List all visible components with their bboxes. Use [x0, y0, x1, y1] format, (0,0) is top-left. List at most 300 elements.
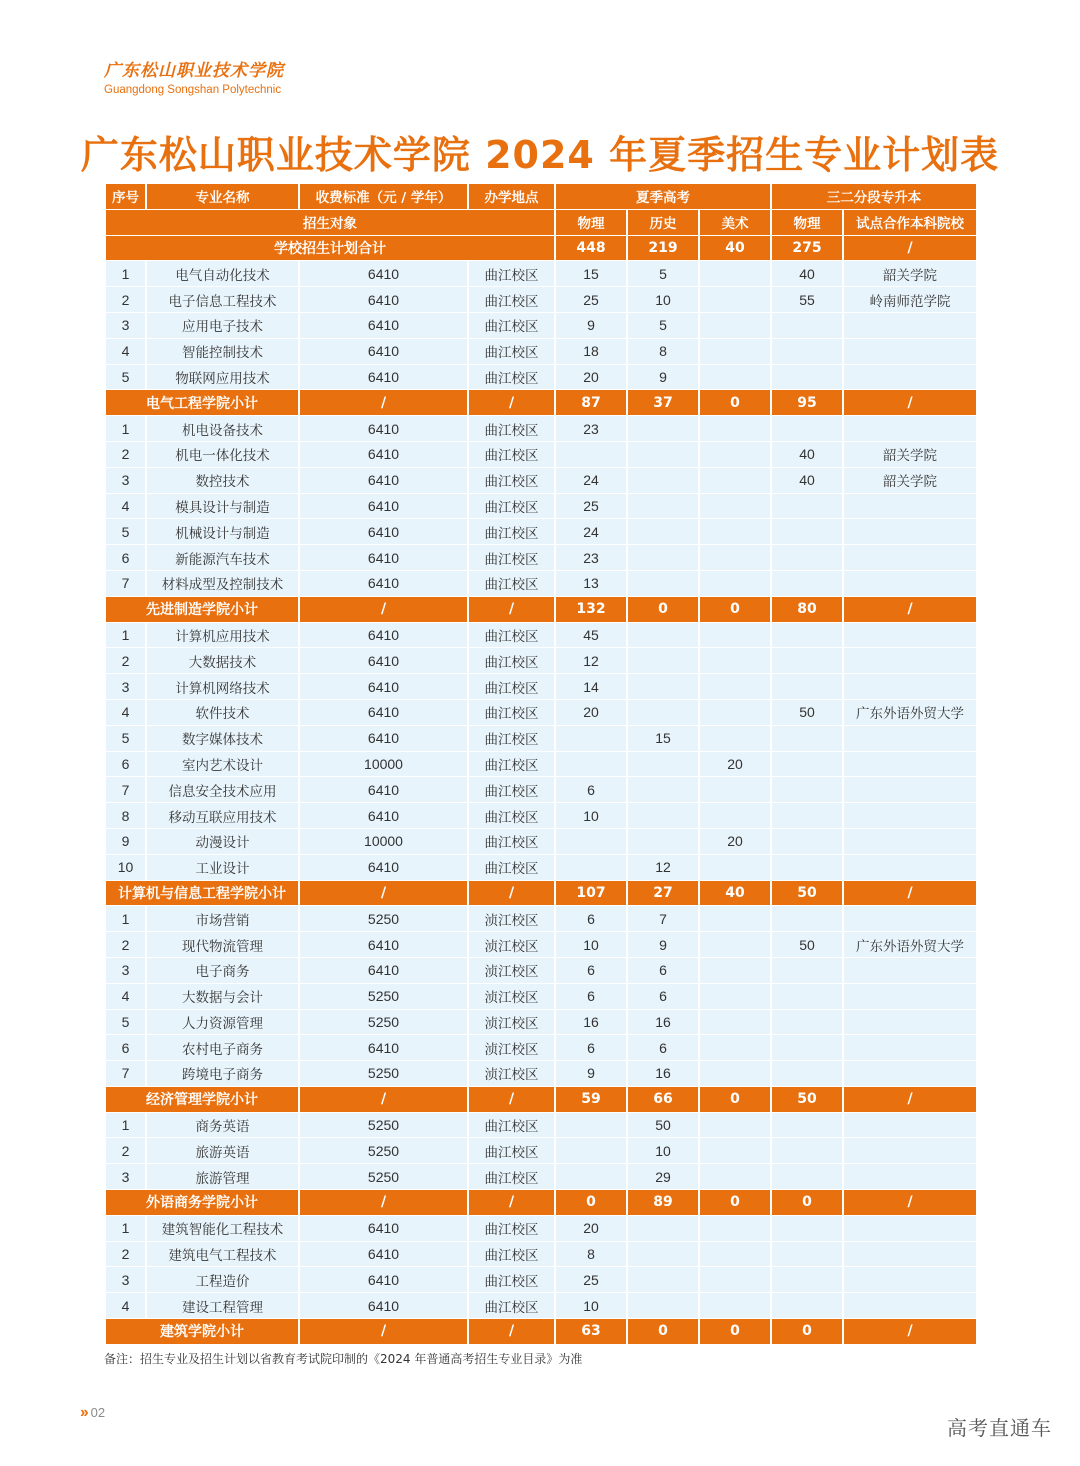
table-row — [106, 1242, 976, 1268]
cell-no: 1 — [106, 416, 145, 442]
cell-partner — [844, 958, 976, 984]
table-row — [106, 906, 976, 932]
cell-physics — [556, 829, 626, 855]
cell-tsb — [772, 855, 842, 881]
cell-physics: 8 — [556, 1242, 626, 1268]
col-fee-header: 收费标准（元 / 学年） — [300, 184, 467, 210]
cell-history: 50 — [628, 1113, 698, 1139]
cell-fee: 6410 — [300, 777, 467, 803]
cell-history: 16 — [628, 1061, 698, 1087]
cell-no: 3 — [106, 958, 145, 984]
cell-campus: 曲江校区 — [469, 700, 554, 726]
subtotal-partner: / — [844, 1190, 976, 1216]
cell-fee: 6410 — [300, 545, 467, 571]
cell-major: 机电一体化技术 — [147, 442, 298, 468]
cell-partner: 韶关学院 — [844, 442, 976, 468]
cell-tsb — [772, 519, 842, 545]
subtotal-fee: / — [300, 1087, 467, 1113]
subtotal-art: 0 — [700, 1319, 770, 1345]
cell-history: 10 — [628, 1138, 698, 1164]
cell-campus: 曲江校区 — [469, 648, 554, 674]
table-row — [106, 1035, 976, 1061]
subtotal-fee: / — [300, 1190, 467, 1216]
table-row — [106, 777, 976, 803]
table-row — [106, 623, 976, 649]
cell-partner — [844, 365, 976, 391]
subtotal-row — [106, 1190, 976, 1216]
table-row — [106, 1010, 976, 1036]
cell-campus: 曲江校区 — [469, 1113, 554, 1139]
cell-history — [628, 1216, 698, 1242]
subtotal-label: 经济管理学院小计 — [106, 1087, 298, 1113]
cell-fee: 6410 — [300, 932, 467, 958]
cell-campus: 曲江校区 — [469, 1242, 554, 1268]
cell-partner — [844, 1010, 976, 1036]
table-row — [106, 855, 976, 881]
cell-partner: 广东外语外贸大学 — [844, 932, 976, 958]
cell-history: 5 — [628, 313, 698, 339]
cell-physics: 6 — [556, 777, 626, 803]
cell-tsb — [772, 416, 842, 442]
cell-campus: 曲江校区 — [469, 313, 554, 339]
subtotal-tsb: 95 — [772, 390, 842, 416]
cell-major: 农村电子商务 — [147, 1035, 298, 1061]
cell-tsb — [772, 803, 842, 829]
cell-physics: 6 — [556, 906, 626, 932]
cell-fee: 10000 — [300, 829, 467, 855]
cell-art — [700, 648, 770, 674]
cell-tsb — [772, 958, 842, 984]
cell-physics — [556, 1138, 626, 1164]
header-row-2 — [106, 210, 976, 236]
cell-tsb — [772, 313, 842, 339]
table-row — [106, 958, 976, 984]
cell-partner — [844, 1138, 976, 1164]
cell-partner — [844, 1242, 976, 1268]
cell-partner — [844, 829, 976, 855]
subtotal-campus: / — [469, 597, 554, 623]
cell-fee: 6410 — [300, 287, 467, 313]
cell-campus: 曲江校区 — [469, 752, 554, 778]
cell-art — [700, 855, 770, 881]
cell-major: 旅游管理 — [147, 1164, 298, 1190]
cell-history: 6 — [628, 958, 698, 984]
subtotal-art: 0 — [700, 1190, 770, 1216]
cell-campus: 曲江校区 — [469, 829, 554, 855]
cell-history — [628, 829, 698, 855]
subtotal-history: 66 — [628, 1087, 698, 1113]
cell-campus: 曲江校区 — [469, 1267, 554, 1293]
cell-no: 1 — [106, 1113, 145, 1139]
cell-major: 工业设计 — [147, 855, 298, 881]
table-row — [106, 1216, 976, 1242]
cell-history — [628, 1267, 698, 1293]
cell-history: 29 — [628, 1164, 698, 1190]
cell-physics — [556, 1164, 626, 1190]
cell-physics: 6 — [556, 1035, 626, 1061]
cell-tsb: 50 — [772, 700, 842, 726]
cell-tsb: 55 — [772, 287, 842, 313]
cell-campus: 浈江校区 — [469, 1035, 554, 1061]
cell-tsb — [772, 1216, 842, 1242]
subtotal-physics: 132 — [556, 597, 626, 623]
table-row — [106, 365, 976, 391]
cell-partner — [844, 726, 976, 752]
cell-history — [628, 571, 698, 597]
subtotal-tsb: 0 — [772, 1319, 842, 1345]
cell-major: 商务英语 — [147, 1113, 298, 1139]
table-row — [106, 674, 976, 700]
cell-history — [628, 700, 698, 726]
table-row — [106, 339, 976, 365]
chevron-right-icon: ›› — [80, 1404, 87, 1421]
cell-campus: 曲江校区 — [469, 545, 554, 571]
total-partner: / — [844, 236, 976, 262]
subtotal-row — [106, 1319, 976, 1345]
cell-history — [628, 416, 698, 442]
cell-no: 4 — [106, 339, 145, 365]
cell-major: 电气自动化技术 — [147, 261, 298, 287]
subtotal-physics: 59 — [556, 1087, 626, 1113]
cell-fee: 5250 — [300, 1113, 467, 1139]
cell-no: 4 — [106, 494, 145, 520]
summer-exam-header: 夏季高考 — [556, 184, 770, 210]
cell-tsb — [772, 623, 842, 649]
cell-campus: 曲江校区 — [469, 571, 554, 597]
enrollment-plan-table — [104, 184, 978, 1345]
cell-campus: 曲江校区 — [469, 1216, 554, 1242]
cell-history: 12 — [628, 855, 698, 881]
cell-tsb — [772, 1035, 842, 1061]
total-label: 学校招生计划合计 — [106, 236, 554, 262]
cell-partner — [844, 1061, 976, 1087]
cell-campus: 浈江校区 — [469, 958, 554, 984]
cell-partner — [844, 1267, 976, 1293]
cell-no: 2 — [106, 1138, 145, 1164]
table-row — [106, 519, 976, 545]
cell-history — [628, 494, 698, 520]
cell-no: 3 — [106, 1267, 145, 1293]
cell-tsb — [772, 674, 842, 700]
total-physics: 448 — [556, 236, 626, 262]
subtotal-row — [106, 881, 976, 907]
subtotal-history: 0 — [628, 597, 698, 623]
cell-partner: 韶关学院 — [844, 261, 976, 287]
table-row — [106, 494, 976, 520]
subtotal-tsb: 80 — [772, 597, 842, 623]
cell-partner — [844, 1035, 976, 1061]
cell-art — [700, 777, 770, 803]
subtotal-fee: / — [300, 597, 467, 623]
subtotal-row — [106, 1087, 976, 1113]
cell-no: 6 — [106, 752, 145, 778]
cell-tsb: 50 — [772, 932, 842, 958]
cell-major: 新能源汽车技术 — [147, 545, 298, 571]
cell-partner — [844, 1293, 976, 1319]
cell-no: 1 — [106, 623, 145, 649]
table-row — [106, 648, 976, 674]
cell-art — [700, 313, 770, 339]
table-row — [106, 261, 976, 287]
table-row — [106, 468, 976, 494]
cell-partner — [844, 623, 976, 649]
cell-physics: 10 — [556, 1293, 626, 1319]
cell-fee: 6410 — [300, 416, 467, 442]
cell-no: 5 — [106, 1010, 145, 1036]
cell-major: 动漫设计 — [147, 829, 298, 855]
cell-fee: 6410 — [300, 700, 467, 726]
cell-partner — [844, 777, 976, 803]
footnote: 备注：招生专业及招生计划以省教育考试院印制的《2024 年普通高考招生专业目录》为准 — [104, 1352, 583, 1366]
cell-art — [700, 984, 770, 1010]
cell-major: 大数据技术 — [147, 648, 298, 674]
subtotal-fee: / — [300, 881, 467, 907]
cell-campus: 曲江校区 — [469, 365, 554, 391]
cell-no: 4 — [106, 700, 145, 726]
cell-major: 计算机应用技术 — [147, 623, 298, 649]
cell-history: 15 — [628, 726, 698, 752]
cell-physics: 25 — [556, 494, 626, 520]
subtotal-campus: / — [469, 1190, 554, 1216]
table-row — [106, 726, 976, 752]
cell-partner — [844, 1164, 976, 1190]
cell-no: 10 — [106, 855, 145, 881]
cell-partner — [844, 494, 976, 520]
cell-major: 旅游英语 — [147, 1138, 298, 1164]
subtotal-fee: / — [300, 390, 467, 416]
cell-fee: 6410 — [300, 494, 467, 520]
table-row — [106, 803, 976, 829]
cell-art — [700, 416, 770, 442]
cell-major: 计算机网络技术 — [147, 674, 298, 700]
cell-fee: 5250 — [300, 1138, 467, 1164]
cell-art — [700, 1113, 770, 1139]
cell-partner — [844, 752, 976, 778]
cell-art — [700, 623, 770, 649]
total-tsb: 275 — [772, 236, 842, 262]
cell-fee: 6410 — [300, 1216, 467, 1242]
cell-art — [700, 1138, 770, 1164]
cell-fee: 5250 — [300, 1010, 467, 1036]
cell-art — [700, 261, 770, 287]
cell-history — [628, 752, 698, 778]
cell-no: 2 — [106, 442, 145, 468]
logo-en: Guangdong Songshan Polytechnic — [104, 84, 282, 96]
subtotal-history: 27 — [628, 881, 698, 907]
cell-major: 数字媒体技术 — [147, 726, 298, 752]
cell-art — [700, 906, 770, 932]
cell-campus: 浈江校区 — [469, 932, 554, 958]
cell-fee: 6410 — [300, 648, 467, 674]
subtotal-partner: / — [844, 597, 976, 623]
cell-major: 信息安全技术应用 — [147, 777, 298, 803]
cell-physics — [556, 442, 626, 468]
cell-major: 数控技术 — [147, 468, 298, 494]
cell-art — [700, 1164, 770, 1190]
subtotal-art: 40 — [700, 881, 770, 907]
table-row — [106, 1293, 976, 1319]
cell-art — [700, 1216, 770, 1242]
cell-campus: 曲江校区 — [469, 287, 554, 313]
subtotal-label: 建筑学院小计 — [106, 1319, 298, 1345]
cell-physics: 20 — [556, 365, 626, 391]
cell-history — [628, 442, 698, 468]
cell-history: 7 — [628, 906, 698, 932]
cell-fee: 6410 — [300, 1035, 467, 1061]
col-major-header: 专业名称 — [147, 184, 298, 210]
cell-fee: 6410 — [300, 726, 467, 752]
cell-tsb: 40 — [772, 468, 842, 494]
cell-campus: 曲江校区 — [469, 855, 554, 881]
cell-physics: 6 — [556, 958, 626, 984]
cell-physics: 12 — [556, 648, 626, 674]
cell-partner — [844, 648, 976, 674]
cell-partner: 广东外语外贸大学 — [844, 700, 976, 726]
cell-history: 8 — [628, 339, 698, 365]
cell-major: 机电设备技术 — [147, 416, 298, 442]
table-row — [106, 416, 976, 442]
cell-campus: 曲江校区 — [469, 726, 554, 752]
cell-partner — [844, 906, 976, 932]
cell-fee: 5250 — [300, 906, 467, 932]
total-row — [106, 236, 976, 262]
cell-major: 电子商务 — [147, 958, 298, 984]
subtotal-label: 计算机与信息工程学院小计 — [106, 881, 298, 907]
cell-art — [700, 545, 770, 571]
cell-fee: 6410 — [300, 313, 467, 339]
cell-fee: 5250 — [300, 984, 467, 1010]
cell-history — [628, 468, 698, 494]
cell-physics: 45 — [556, 623, 626, 649]
cell-no: 3 — [106, 468, 145, 494]
cell-campus: 曲江校区 — [469, 519, 554, 545]
cell-tsb — [772, 726, 842, 752]
cell-fee: 6410 — [300, 623, 467, 649]
cell-art: 20 — [700, 829, 770, 855]
cell-partner: 韶关学院 — [844, 468, 976, 494]
cell-campus: 曲江校区 — [469, 494, 554, 520]
cell-history — [628, 674, 698, 700]
cell-physics — [556, 752, 626, 778]
cell-major: 电子信息工程技术 — [147, 287, 298, 313]
cell-physics: 13 — [556, 571, 626, 597]
cell-history — [628, 803, 698, 829]
cell-major: 应用电子技术 — [147, 313, 298, 339]
table-row — [106, 1113, 976, 1139]
cell-tsb — [772, 1061, 842, 1087]
cell-campus: 曲江校区 — [469, 1138, 554, 1164]
watermark: 高考直通车 — [947, 1416, 1052, 1440]
cell-history — [628, 519, 698, 545]
cell-fee: 6410 — [300, 365, 467, 391]
cell-no: 2 — [106, 1242, 145, 1268]
cell-no: 4 — [106, 1293, 145, 1319]
cell-tsb — [772, 648, 842, 674]
cell-major: 模具设计与制造 — [147, 494, 298, 520]
cell-physics: 16 — [556, 1010, 626, 1036]
cell-physics: 24 — [556, 519, 626, 545]
subtotal-label: 电气工程学院小计 — [106, 390, 298, 416]
cell-art — [700, 803, 770, 829]
cell-art — [700, 1010, 770, 1036]
table-row — [106, 700, 976, 726]
cell-fee: 6410 — [300, 468, 467, 494]
cell-physics: 20 — [556, 1216, 626, 1242]
table-row — [106, 1267, 976, 1293]
cell-major: 室内艺术设计 — [147, 752, 298, 778]
cell-history: 10 — [628, 287, 698, 313]
cell-major: 建设工程管理 — [147, 1293, 298, 1319]
subtotal-art: 0 — [700, 390, 770, 416]
cell-campus: 曲江校区 — [469, 416, 554, 442]
subtotal-label: 先进制造学院小计 — [106, 597, 298, 623]
subtotal-tsb: 0 — [772, 1190, 842, 1216]
cell-physics: 20 — [556, 700, 626, 726]
cell-art — [700, 1242, 770, 1268]
cell-art — [700, 468, 770, 494]
table-row — [106, 1061, 976, 1087]
cell-fee: 6410 — [300, 1267, 467, 1293]
cell-major: 市场营销 — [147, 906, 298, 932]
cell-physics: 9 — [556, 313, 626, 339]
cell-art — [700, 494, 770, 520]
cell-no: 4 — [106, 984, 145, 1010]
cell-physics: 18 — [556, 339, 626, 365]
subtotal-physics: 87 — [556, 390, 626, 416]
cell-major: 大数据与会计 — [147, 984, 298, 1010]
subtotal-row — [106, 597, 976, 623]
cell-partner — [844, 416, 976, 442]
cell-partner — [844, 803, 976, 829]
page-number — [80, 1404, 105, 1422]
cell-history — [628, 623, 698, 649]
subtotal-art: 0 — [700, 1087, 770, 1113]
cell-campus: 曲江校区 — [469, 442, 554, 468]
cell-art — [700, 932, 770, 958]
cell-tsb — [772, 1242, 842, 1268]
cell-art — [700, 339, 770, 365]
cell-history — [628, 648, 698, 674]
cell-major: 软件技术 — [147, 700, 298, 726]
cell-campus: 曲江校区 — [469, 468, 554, 494]
cell-major: 移动互联应用技术 — [147, 803, 298, 829]
subtotal-campus: / — [469, 1087, 554, 1113]
cell-no: 5 — [106, 365, 145, 391]
cell-art — [700, 726, 770, 752]
cell-no: 5 — [106, 519, 145, 545]
cell-no: 1 — [106, 1216, 145, 1242]
cell-campus: 浈江校区 — [469, 984, 554, 1010]
cell-tsb — [772, 339, 842, 365]
cell-tsb — [772, 365, 842, 391]
cell-tsb — [772, 1010, 842, 1036]
subtotal-campus: / — [469, 390, 554, 416]
cell-partner — [844, 545, 976, 571]
cell-fee: 6410 — [300, 803, 467, 829]
cell-major: 跨境电子商务 — [147, 1061, 298, 1087]
cell-fee: 6410 — [300, 674, 467, 700]
col-no-header: 序号 — [106, 184, 145, 210]
cell-campus: 曲江校区 — [469, 777, 554, 803]
cell-no: 9 — [106, 829, 145, 855]
cell-art — [700, 1267, 770, 1293]
cell-art — [700, 365, 770, 391]
table-row — [106, 442, 976, 468]
cell-major: 人力资源管理 — [147, 1010, 298, 1036]
cell-tsb — [772, 1138, 842, 1164]
cell-history: 6 — [628, 1035, 698, 1061]
cell-major: 物联网应用技术 — [147, 365, 298, 391]
